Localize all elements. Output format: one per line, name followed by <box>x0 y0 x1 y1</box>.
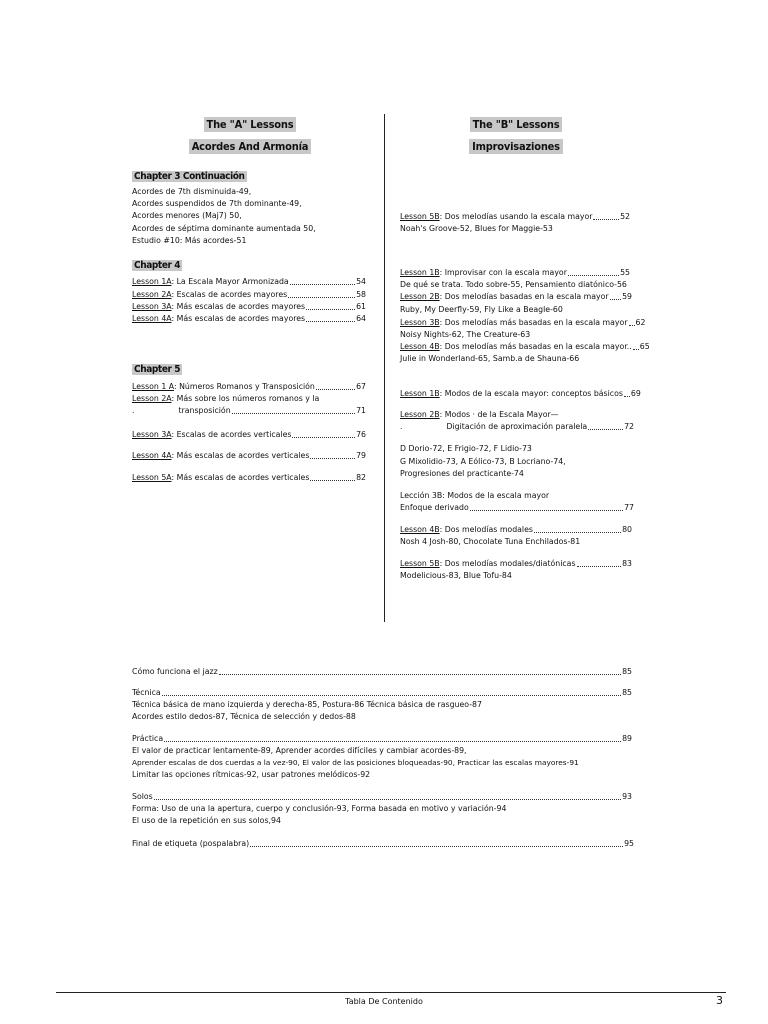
ch3-line: Acordes menores (Maj7) 50, <box>132 211 242 220</box>
page-number: 3 <box>716 994 723 1007</box>
lesson-3b-title: Lección 3B: Modos de la escala mayor <box>400 491 550 500</box>
toc-entry[interactable]: Lesson 5A: Más escalas de acordes verticales 82 <box>132 473 366 482</box>
footer-title: Tabla De Contenido <box>345 997 423 1006</box>
practica-line: Aprender escalas de dos cuerdas a la vez-90, El valor de las posiciones bloqueadas-90, Practicar las escalas mayores-91 <box>132 758 579 767</box>
tecnica-line: Técnica básica de mano izquierda y derecha-85, Postura-86 Técnica básica de rasgueo-87 <box>132 700 482 709</box>
toc-entry[interactable]: Lesson 4A: Más escalas de acordes verticales 79 <box>132 451 366 460</box>
toc-entry-practica[interactable]: Práctica 89 <box>132 734 632 743</box>
toc-subline: Nosh 4 Josh-80, Chocolate Tuna Enchilados-81 <box>400 537 581 546</box>
col-a-subtitle: Acordes And Armonía <box>180 140 320 153</box>
toc-entry[interactable]: Lesson 1B: Modos de la escala mayor: conceptos básicos 69 <box>400 389 641 398</box>
column-divider <box>384 114 385 622</box>
mode-line: Progresiones del practicante-74 <box>400 469 524 478</box>
tecnica-line: Acordes estilo dedos-87, Técnica de selección y dedos-88 <box>132 712 356 721</box>
toc-entry-continuation[interactable]: . Digitación de aproximación paralela 72 <box>400 422 634 431</box>
mode-line: D Dorio-72, E Frigio-72, F Lidio-73 <box>400 444 532 453</box>
toc-entry-continuation[interactable]: . transposición 71 <box>132 406 366 415</box>
col-a-title: The "A" Lessons <box>180 118 320 131</box>
ch3-line: Acordes suspendidos de 7th dominante-49, <box>132 199 302 208</box>
toc-entry-tecnica[interactable]: Técnica 85 <box>132 688 632 697</box>
ch3-line: Acordes de séptima dominante aumentada 50, <box>132 224 316 233</box>
toc-subline: Noisy Nights-62, The Creature-63 <box>400 330 531 339</box>
chapter-5-heading: Chapter 5 <box>134 364 181 375</box>
toc-entry[interactable]: Lesson 1B: Improvisar con la escala mayor 55 <box>400 268 630 277</box>
toc-subline: Noah's Groove-52, Blues for Maggie-53 <box>400 224 553 233</box>
chapter-3-heading: Chapter 3 Continuación <box>134 171 245 182</box>
practica-line: El valor de practicar lentamente-89, Aprender acordes difíciles y cambiar acordes-89, <box>132 746 467 755</box>
toc-entry[interactable]: Lesson 2B: Dos melodías basadas en la escala mayor 59 <box>400 292 632 301</box>
toc-entry[interactable]: Lesson 5B: Dos melodías modales/diatónicas 83 <box>400 559 632 568</box>
toc-entry-final[interactable]: Final de etiqueta (pospalabra) 95 <box>132 839 634 848</box>
solos-line: El uso de la repetición en sus solos,94 <box>132 816 281 825</box>
toc-entry[interactable]: Lesson 1 A: Números Romanos y Transposición 67 <box>132 382 366 391</box>
toc-subline: De qué se trata. Todo sobre-55, Pensamiento diatónico-56 <box>400 280 627 289</box>
toc-entry[interactable]: Lesson 4A: Más escalas de acordes mayores 64 <box>132 314 366 323</box>
toc-subline: Julie in Wonderland-65, Samb.a de Shauna-66 <box>400 354 580 363</box>
toc-entry-jazz[interactable]: Cómo funciona el jazz 85 <box>132 667 632 676</box>
solos-line: Forma: Uso de una la apertura, cuerpo y conclusión-93, Forma basada en motivo y variación-94 <box>132 804 507 813</box>
toc-entry[interactable]: Lesson 4B: Dos melodías modales 80 <box>400 525 632 534</box>
toc-entry[interactable]: Lesson 5B: Dos melodías usando la escala mayor 52 <box>400 212 630 221</box>
ch3-line: Estudio #10: Más acordes-51 <box>132 236 247 245</box>
toc-entry[interactable]: Lesson 2A: Escalas de acordes mayores 58 <box>132 290 366 299</box>
toc-entry[interactable]: Lesson 1A: La Escala Mayor Armonizada 54 <box>132 277 366 286</box>
toc-entry[interactable]: Lesson 2A: Más sobre los números romanos y la <box>132 394 320 403</box>
toc-subline: Ruby, My Deerfly-59, Fly Like a Beagle-60 <box>400 305 563 314</box>
col-b-subtitle: Improvisaziones <box>446 140 586 153</box>
toc-subline: Modelicious-83, Blue Tofu-84 <box>400 571 512 580</box>
toc-entry[interactable]: Enfoque derivado 77 <box>400 503 634 512</box>
mode-line: G Mixolidio-73, A Eólico-73, B Locriano-74, <box>400 457 566 466</box>
toc-entry[interactable]: Lesson 4B: Dos melodías más basadas en la escala mayor.. 65 <box>400 342 650 351</box>
toc-entry[interactable]: Lesson 3A: Más escalas de acordes mayores 61 <box>132 302 366 311</box>
toc-entry-solos[interactable]: Solos 93 <box>132 792 632 801</box>
chapter-4-heading: Chapter 4 <box>134 260 181 271</box>
ch3-line: Acordes de 7th disminuida-49, <box>132 187 252 196</box>
footer-rule <box>56 992 726 993</box>
col-b-title: The "B" Lessons <box>446 118 586 131</box>
toc-entry[interactable]: Lesson 3B: Dos melodías más basadas en la escala mayor 62 <box>400 318 646 327</box>
practica-line: Limitar las opciones rítmicas-92, usar patrones melódicos-92 <box>132 770 371 779</box>
toc-entry[interactable]: Lesson 2B: Modos · de la Escala Mayor— <box>400 410 559 419</box>
toc-entry[interactable]: Lesson 3A: Escalas de acordes verticales 76 <box>132 430 366 439</box>
